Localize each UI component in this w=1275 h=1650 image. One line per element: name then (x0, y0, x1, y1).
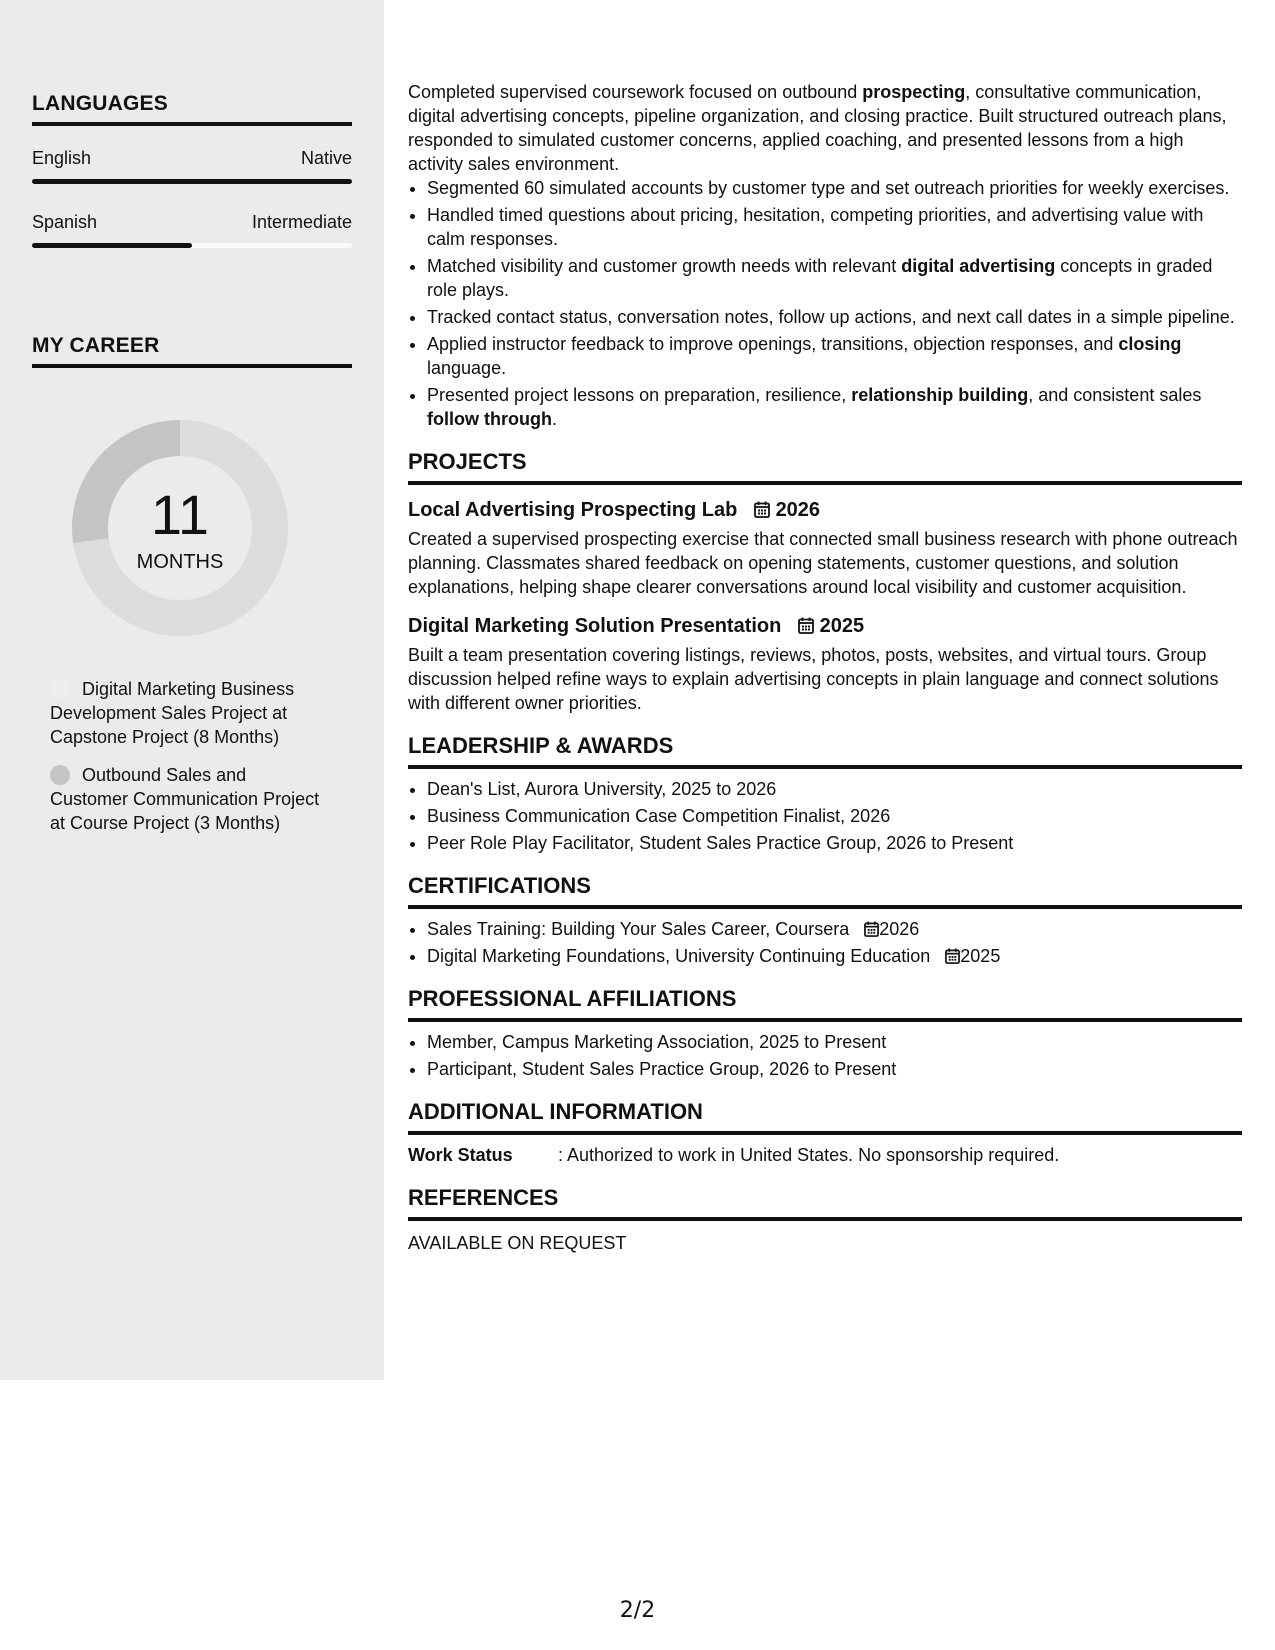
language-name: English (32, 148, 92, 168)
summary-keyword: prospecting (862, 82, 966, 102)
language-level: Intermediate (251, 212, 352, 232)
languages-heading: LANGUAGES (32, 92, 352, 126)
career-legend-text: Outbound Sales and Customer Communication Project at Course Project (3 Months) (50, 765, 320, 833)
affiliations-heading: PROFESSIONAL AFFILIATIONS (408, 986, 1242, 1022)
career-donut-chart (67, 415, 293, 641)
list-item: • Sales Training: Building Your Sales Career, Coursera 2026 (427, 917, 1242, 941)
legend-dot (50, 679, 70, 699)
career-total-unit: MONTHS (136, 551, 224, 573)
career-legend-item (50, 677, 320, 749)
career-legend-item (50, 763, 320, 835)
list-item: • Presented project lessons on preparation, resilience, relationship building, and consistent sales follow through. (427, 383, 1242, 431)
career-legend-text: Digital Marketing Business Development Sales Project at Capstone Project (8 Months) (50, 679, 295, 747)
career-section (32, 334, 352, 368)
leadership-list (408, 777, 1242, 855)
calendar-icon (864, 921, 879, 937)
work-status-value: : Authorized to work in United States. No sponsorship required. (558, 1145, 1060, 1165)
list-item: • Digital Marketing Foundations, University Continuing Education 2025 (427, 944, 1242, 968)
calendar-icon (798, 617, 814, 634)
calendar-icon (754, 501, 770, 518)
language-level: Native (300, 148, 352, 168)
language-name: Spanish (32, 212, 98, 232)
language-proficiency-bar (32, 179, 352, 184)
project-title: Digital Marketing Solution Presentation 2025 (408, 615, 865, 637)
calendar-icon (945, 948, 960, 964)
language-proficiency-fill (32, 179, 352, 184)
summary-text: Completed supervised coursework focused on outbound (408, 82, 863, 102)
affiliations-list (408, 1030, 1242, 1081)
project-year: 2025 (819, 615, 865, 637)
list-item: • Participant, Student Sales Practice Group, 2026 to Present (427, 1057, 1242, 1081)
certification-year: 2025 (960, 946, 1001, 966)
list-item: • Handled timed questions about pricing, hesitation, competing priorities, and advertising value with calm responses. (427, 203, 1242, 251)
experience-bullets (408, 176, 1242, 431)
project-year: 2026 (775, 499, 821, 521)
career-total-months: 11 (150, 483, 210, 546)
work-status-row (408, 1143, 1242, 1167)
additional-info-heading: ADDITIONAL INFORMATION (408, 1099, 1242, 1135)
certifications-heading: CERTIFICATIONS (408, 873, 1242, 909)
language-item (32, 212, 352, 248)
language-proficiency-fill (32, 243, 192, 248)
experience-summary (408, 80, 1242, 176)
language-proficiency-bar (32, 243, 352, 248)
languages-section (32, 92, 352, 248)
project-title: Local Advertising Prospecting Lab 2026 (408, 499, 821, 521)
legend-dot (50, 765, 70, 785)
work-status-label: Work Status (408, 1145, 513, 1165)
leadership-heading: LEADERSHIP & AWARDS (408, 733, 1242, 769)
project-description: Created a supervised prospecting exercise that connected small business research with phone outreach planning. Classmates shared feedback on opening statements, customer questions, and solution explanations, helping shape clearer conversations around local visibility and customer acquisition. (408, 529, 1238, 597)
certification-year: 2026 (879, 919, 920, 939)
list-item: • Tracked contact status, conversation notes, follow up actions, and next call dates in a simple pipeline. (427, 305, 1242, 329)
summary-text: , consultative communication, digital advertising concepts, pipeline organization, and closing practice. Built structured outreach plans, responded to simulated customer concerns, applied coaching, and presented lessons from a high activity sales environment. (408, 82, 1227, 174)
references-text: AVAILABLE ON REQUEST (408, 1233, 627, 1253)
main-content (408, 80, 1242, 1255)
career-heading: MY CAREER (32, 334, 352, 368)
project-description: Built a team presentation covering listings, reviews, photos, posts, websites, and virtual tours. Group discussion helped refine ways to explain advertising concepts in plain language and connect solutions with different owner priorities. (408, 645, 1219, 713)
list-item: • Applied instructor feedback to improve openings, transitions, objection responses, and closing language. (427, 332, 1242, 380)
projects-heading: PROJECTS (408, 449, 1242, 485)
list-item: • Matched visibility and customer growth needs with relevant digital advertising concepts in graded role plays. (427, 254, 1242, 302)
certifications-list (408, 917, 1242, 968)
list-item: • Segmented 60 simulated accounts by customer type and set outreach priorities for weekly exercises. (427, 176, 1242, 200)
list-item: • Business Communication Case Competition Finalist, 2026 (427, 804, 1242, 828)
list-item: • Peer Role Play Facilitator, Student Sales Practice Group, 2026 to Present (427, 831, 1242, 855)
language-item (32, 148, 352, 184)
list-item: • Dean's List, Aurora University, 2025 to 2026 (427, 777, 1242, 801)
page-number: 2/2 (619, 1598, 656, 1623)
list-item: • Member, Campus Marketing Association, 2025 to Present (427, 1030, 1242, 1054)
references-heading: REFERENCES (408, 1185, 1242, 1221)
